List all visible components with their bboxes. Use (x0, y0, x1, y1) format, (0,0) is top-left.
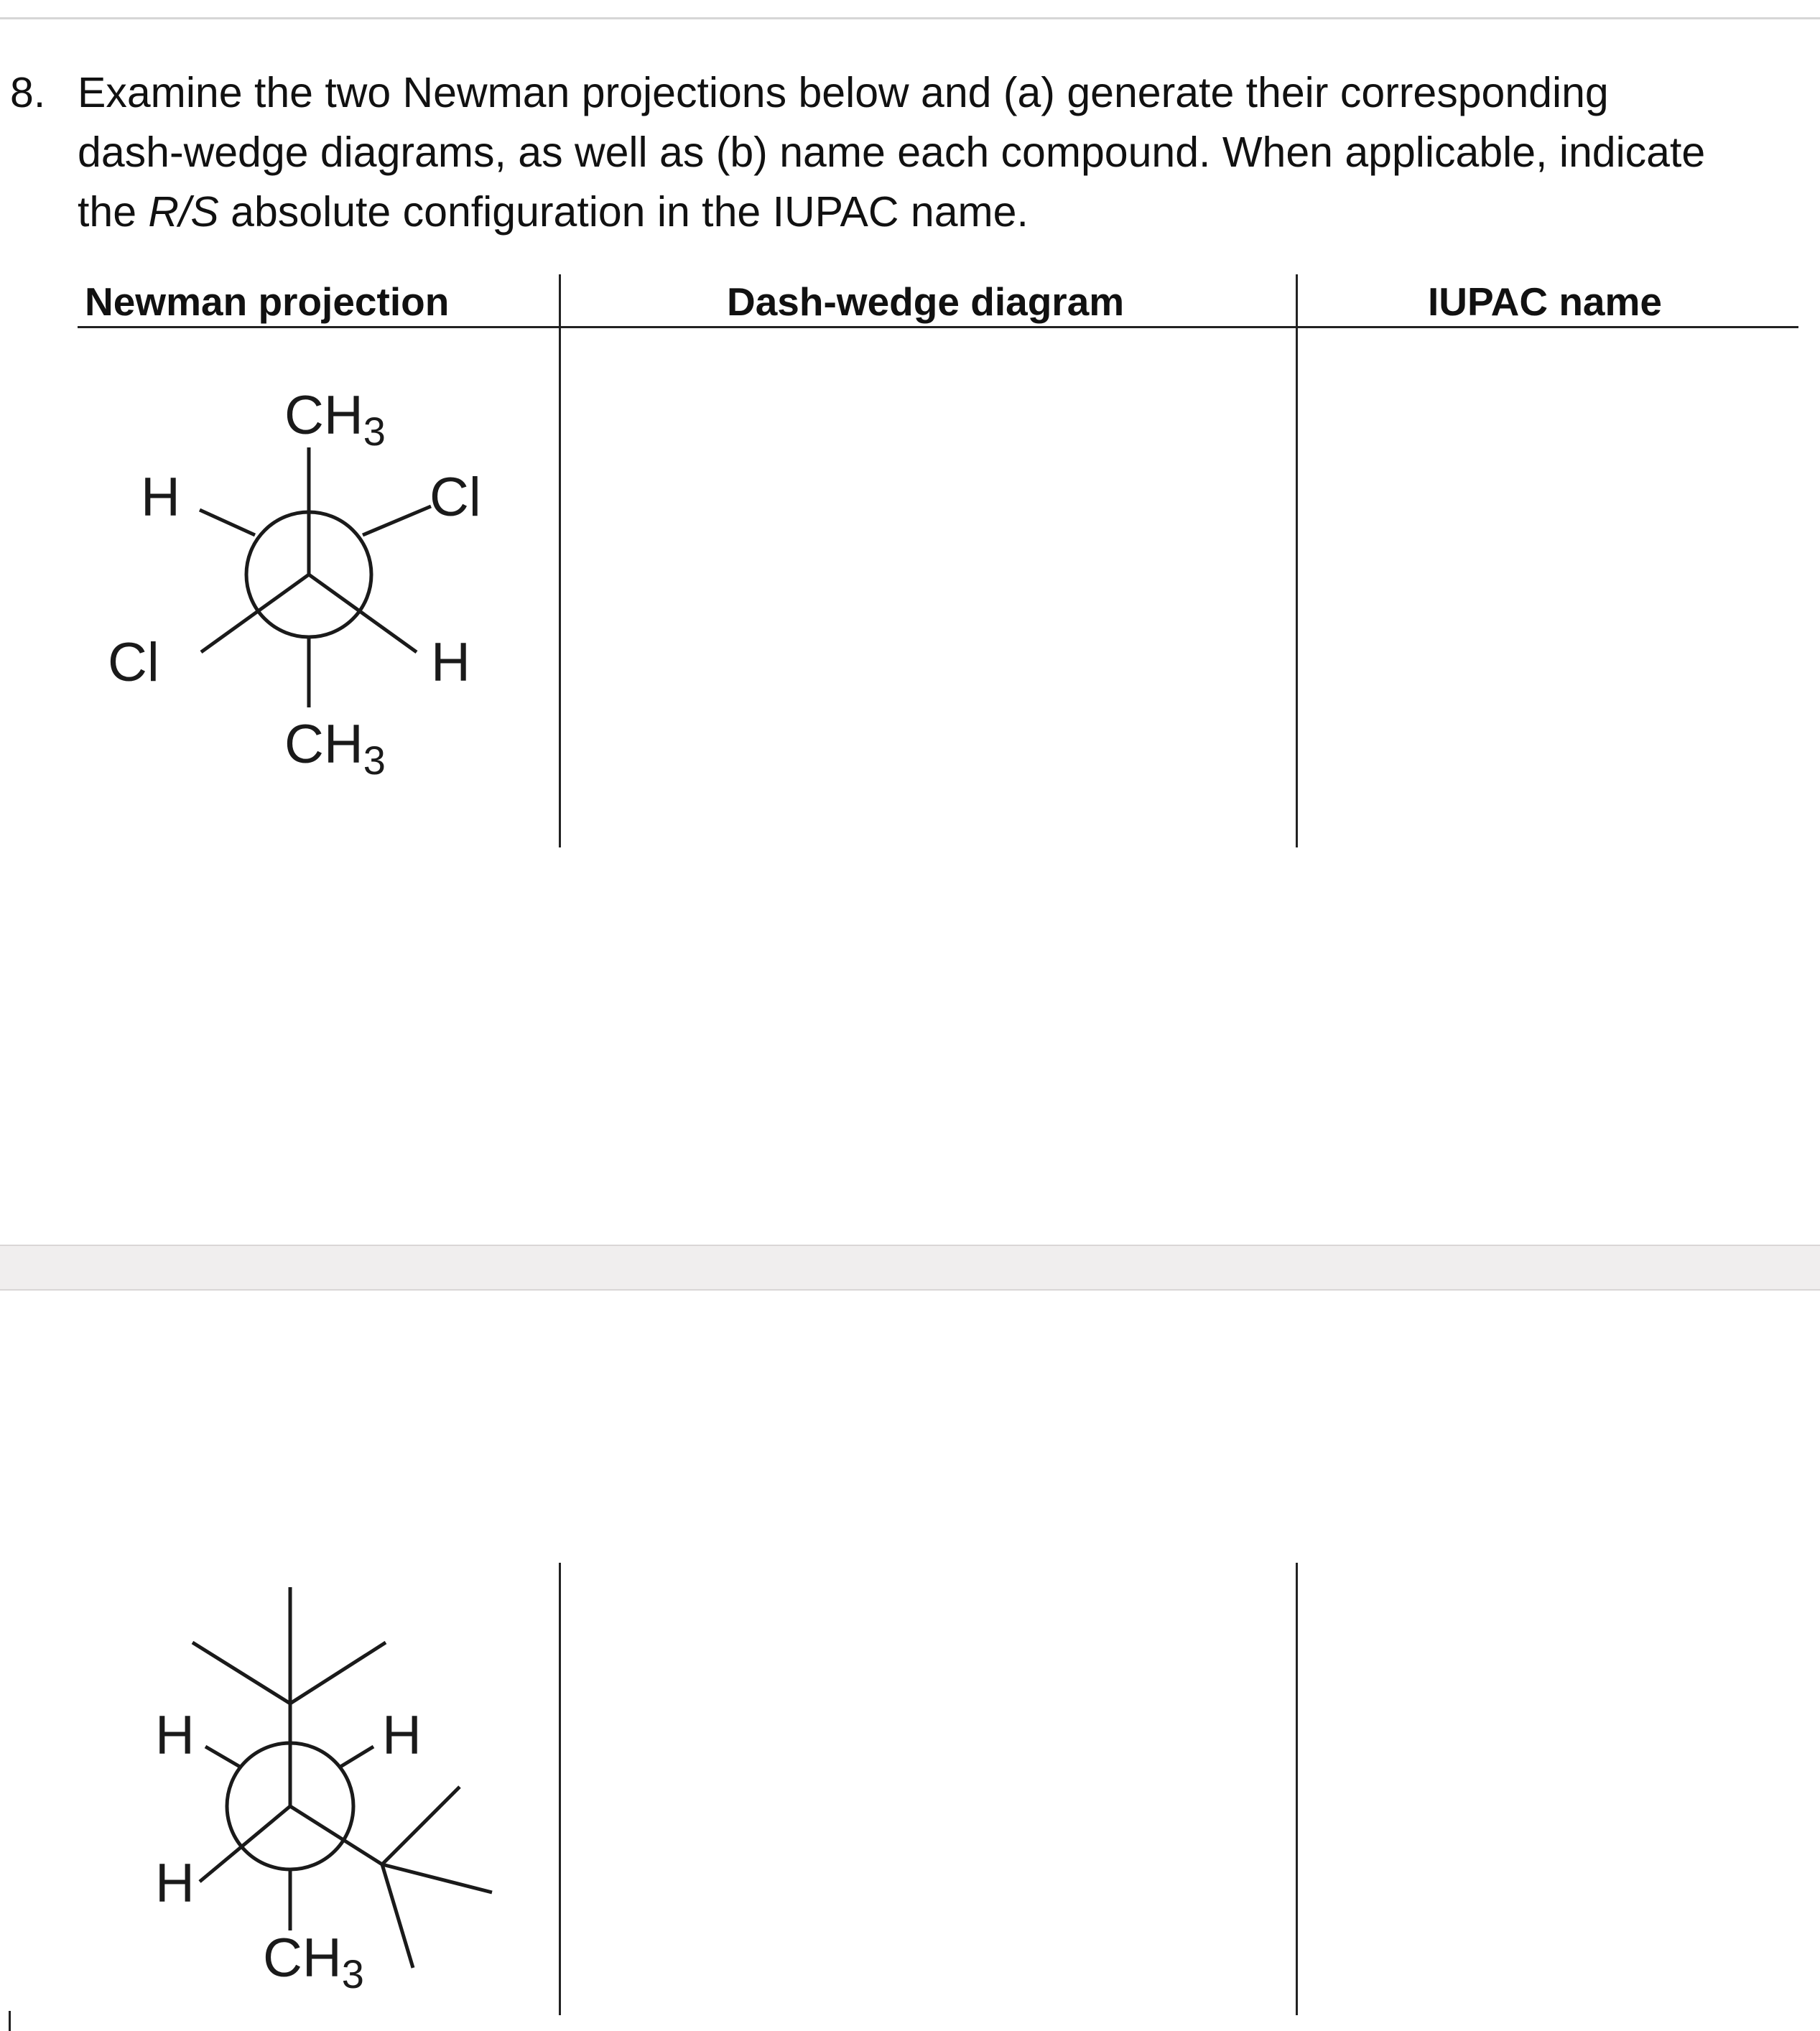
dash-wedge-answer-cell-1[interactable] (562, 330, 1294, 847)
column-divider-2-row2 (1296, 1563, 1298, 2015)
newman-projection-2 (0, 0, 560, 2031)
dash-wedge-answer-cell-2[interactable] (562, 1563, 1294, 2015)
newman2-front-bond-lower-right (290, 1806, 382, 1864)
newman1-back-upper-left-h: H (141, 467, 180, 528)
newman1-back-lower-left-cl: Cl (108, 632, 159, 693)
question-line-3-pre: the (78, 188, 149, 236)
newman1-front-top-ch3: $CH_3$ (284, 385, 386, 454)
question-number: 8. (10, 69, 46, 116)
rs-italic: R/S (148, 188, 219, 236)
newman2-back-upper-right-h: H (382, 1705, 422, 1766)
question-line-3-post: absolute configuration in the IUPAC name. (218, 188, 1029, 236)
newman2-tbutyl-lower-methyl (382, 1864, 413, 1968)
newman1-back-upper-right-cl: Cl (430, 467, 481, 528)
header-iupac-name: IUPAC name (1428, 279, 1662, 324)
question-line-1: Examine the two Newman projections below and (a) generate their corresponding (78, 69, 1609, 116)
newman2-back-bond-upper-left (205, 1747, 240, 1767)
newman2-isopropyl-right-methyl (290, 1642, 386, 1704)
newman2-front-bond-lower-left (200, 1806, 290, 1882)
newman2-tbutyl-right-methyl (382, 1864, 492, 1892)
newman1-front-bottom-ch3: $CH_3$ (284, 714, 386, 783)
column-divider-2-row1 (1296, 274, 1298, 847)
header-dash-wedge-diagram: Dash-wedge diagram (727, 279, 1125, 324)
newman2-back-bond-upper-right (340, 1747, 373, 1767)
iupac-answer-cell-2[interactable] (1299, 1563, 1798, 2015)
newman2-isopropyl-left-methyl (192, 1642, 290, 1704)
page-edge-mark (9, 2011, 11, 2031)
newman2-back-upper-left-h: H (155, 1705, 195, 1766)
newman2-front-lower-left-h: H (155, 1853, 195, 1914)
newman1-back-lower-right-h: H (431, 632, 470, 693)
newman2-tbutyl-upper-methyl (382, 1787, 460, 1864)
question-line-2: dash-wedge diagrams, as well as (b) name each compound. When applicable, indicate (78, 129, 1706, 176)
newman2-front-bottom-ch3: $CH_3$ (263, 1928, 364, 1997)
header-newman-projection: Newman projection (85, 279, 450, 324)
iupac-answer-cell-1[interactable] (1299, 330, 1798, 847)
